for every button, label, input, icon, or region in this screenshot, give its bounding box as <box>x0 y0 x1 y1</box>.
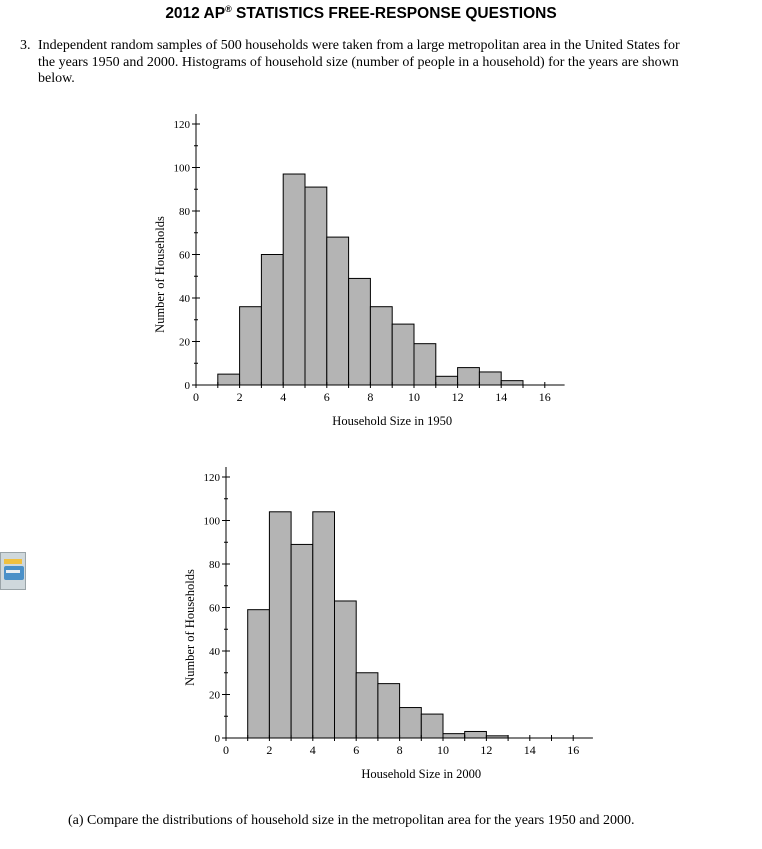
histogram-1950-svg <box>140 105 570 435</box>
y-tick-label: 80 <box>179 206 190 218</box>
folder-widget[interactable] <box>0 552 26 590</box>
x-tick-label: 6 <box>353 743 360 757</box>
x-axis-label: Household Size in 1950 <box>332 414 453 428</box>
y-tick-label: 20 <box>209 689 220 702</box>
histogram-bar <box>261 255 283 386</box>
histogram-bar <box>421 714 443 738</box>
page-title <box>0 4 722 23</box>
x-tick-label: 14 <box>523 743 536 757</box>
registered-mark: ® <box>225 4 232 14</box>
histogram-bar <box>370 307 392 385</box>
y-tick-label: 0 <box>214 733 220 745</box>
x-tick-label: 6 <box>323 390 330 404</box>
y-tick-label: 20 <box>179 336 190 349</box>
histogram-bar <box>458 368 480 385</box>
histogram-bar <box>479 372 501 385</box>
x-tick-label: 0 <box>223 743 229 757</box>
x-tick-label: 10 <box>408 390 420 404</box>
y-tick-label: 40 <box>179 293 190 305</box>
x-tick-label: 2 <box>236 390 243 404</box>
y-tick-label: 80 <box>209 559 220 571</box>
y-tick-label: 0 <box>184 380 190 392</box>
x-tick-label: 4 <box>280 390 287 404</box>
histogram-bar <box>414 344 436 385</box>
histogram-bar <box>349 278 371 385</box>
question-3 <box>20 38 700 88</box>
histogram-bar <box>436 376 458 385</box>
x-tick-label: 8 <box>367 390 374 404</box>
y-tick-label: 60 <box>179 249 190 262</box>
x-axis-label: Household Size in 2000 <box>361 767 482 781</box>
folder-icon-label <box>6 570 20 573</box>
x-tick-label: 14 <box>495 390 508 404</box>
histogram-bar <box>392 324 414 385</box>
histogram-bar <box>501 381 523 385</box>
histogram-bar <box>356 673 378 738</box>
histogram-bar <box>327 237 349 385</box>
histogram-bar <box>218 374 240 385</box>
y-tick-label: 100 <box>173 162 190 175</box>
histogram-bar <box>305 187 327 385</box>
histogram-bar <box>291 544 313 738</box>
folder-icon-body <box>4 566 24 580</box>
x-tick-label: 12 <box>480 743 493 757</box>
title-prefix: 2012 AP <box>165 5 226 23</box>
y-axis-label: Number of Households <box>153 216 167 333</box>
x-tick-label: 8 <box>396 743 403 757</box>
question-number: 3. <box>20 38 31 53</box>
histogram-bar <box>269 512 291 738</box>
histogram-bar <box>283 174 305 385</box>
y-tick-label: 100 <box>203 515 220 528</box>
histogram-bar <box>465 731 487 738</box>
histogram-2000-svg <box>170 450 600 785</box>
question-text: Independent random samples of 500 households were taken from a large metropolitan area in the United States for the years 1950 and 2000. Histograms of household size (number of people in a household) for the years are shown below. <box>38 38 680 86</box>
folder-icon <box>4 559 22 564</box>
x-tick-label: 2 <box>266 743 273 757</box>
x-tick-label: 12 <box>451 390 464 404</box>
histogram-bar <box>240 307 262 385</box>
histogram-bar <box>335 601 357 738</box>
histogram-bar <box>378 684 400 738</box>
x-tick-label: 10 <box>437 743 449 757</box>
y-tick-label: 40 <box>209 646 220 658</box>
histogram-bar <box>313 512 335 738</box>
x-tick-label: 4 <box>309 743 316 757</box>
histogram-2000 <box>170 450 600 790</box>
y-tick-label: 120 <box>203 472 220 484</box>
x-tick-label: 16 <box>538 390 551 404</box>
title-suffix: STATISTICS FREE-RESPONSE QUESTIONS <box>231 5 557 23</box>
x-tick-label: 0 <box>193 390 199 404</box>
part-a: (a) Compare the distributions of household size in the metropolitan area for the years 1950 and 2000. <box>68 813 635 828</box>
y-tick-label: 60 <box>209 602 220 615</box>
y-tick-label: 120 <box>173 119 190 131</box>
x-tick-label: 16 <box>567 743 580 757</box>
histogram-bar <box>400 708 422 738</box>
histogram-bar <box>248 610 270 738</box>
histogram-1950 <box>140 105 570 440</box>
histogram-bar <box>443 734 465 738</box>
y-axis-label: Number of Households <box>183 569 197 686</box>
